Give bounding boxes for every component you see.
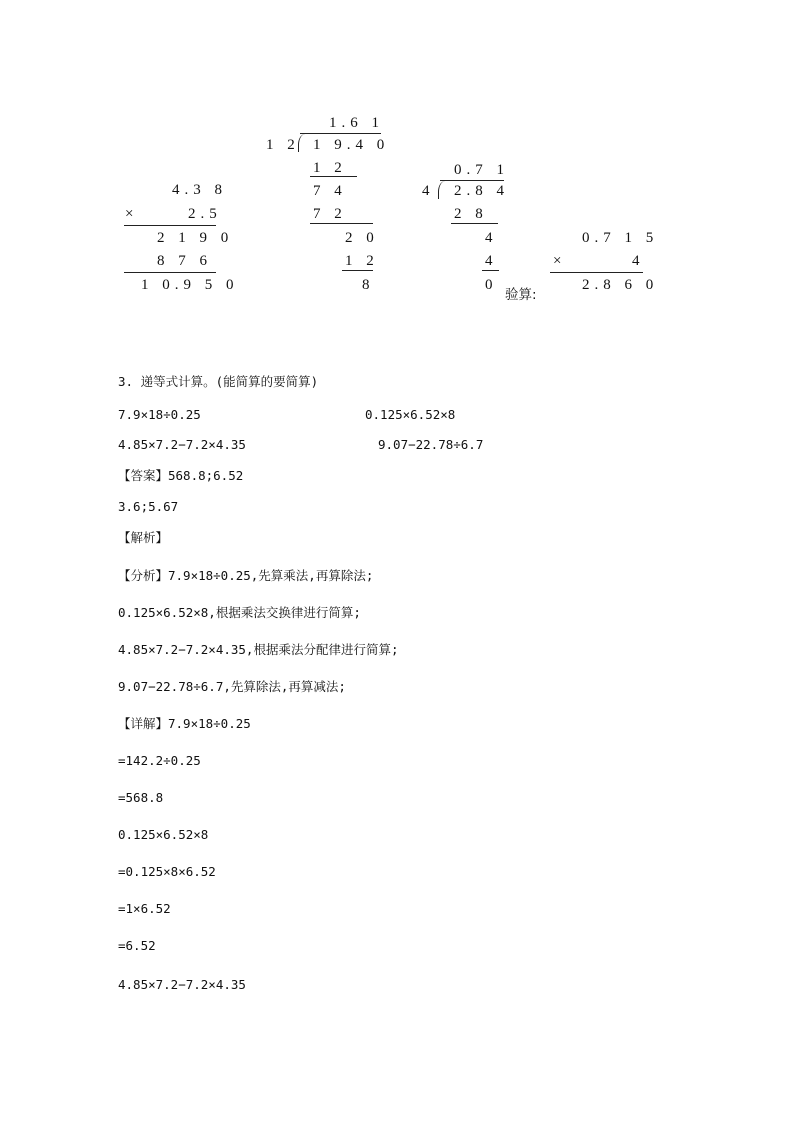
detail-line: =1×6.52	[118, 901, 171, 916]
rule-line	[550, 272, 643, 273]
division-bracket	[438, 181, 445, 199]
rule-line	[310, 223, 373, 224]
product-result: 2.8 6 0	[582, 277, 659, 293]
multiplier: 2.5	[188, 206, 222, 222]
step-remainder-1: 4	[485, 230, 498, 246]
analysis-line: 9.07−22.78÷6.7,先算除法,再算减法;	[118, 679, 346, 694]
analysis-line: 【分析】7.9×18÷0.25,先算乘法,再算除法;	[118, 568, 374, 583]
step-subtrahend-1: 2 8	[454, 206, 488, 222]
final-remainder: 8	[362, 277, 375, 293]
rule-line	[124, 272, 216, 273]
detail-line: =0.125×8×6.52	[118, 864, 216, 879]
analysis-line: 4.85×7.2−7.2×4.35,根据乘法分配律进行简算;	[118, 642, 399, 657]
rule-line	[342, 270, 373, 271]
detail-line: =568.8	[118, 790, 164, 805]
problem-item: 0.125×6.52×8	[365, 407, 456, 422]
check-label: 验算:	[505, 287, 537, 303]
answer-line: 【答案】568.8;6.52	[118, 468, 244, 483]
step-remainder-1: 7 4	[313, 183, 347, 199]
quotient: 1.6 1	[329, 115, 384, 131]
detail-line: =6.52	[118, 938, 156, 953]
step-subtrahend-1: 1 2	[313, 160, 347, 176]
partial-product-1: 2 1 9 0	[157, 230, 234, 246]
partial-product-2: 8 7 6	[157, 253, 212, 269]
final-remainder: 0	[485, 277, 498, 293]
analysis-line: 0.125×6.52×8,根据乘法交换律进行简算;	[118, 605, 361, 620]
multiply-sign: ×	[553, 253, 562, 269]
detail-line: 【详解】7.9×18÷0.25	[118, 716, 251, 731]
rule-line	[451, 223, 498, 224]
division-bracket	[298, 134, 305, 152]
rule-line	[310, 176, 357, 177]
quotient: 0.7 1	[454, 162, 509, 178]
detail-line: 4.85×7.2−7.2×4.35	[118, 977, 246, 992]
analysis-heading: 【解析】	[118, 530, 169, 545]
detail-line: 0.125×6.52×8	[118, 827, 209, 842]
multiplicand: 4.3 8	[172, 182, 227, 198]
multiplier: 4	[632, 253, 645, 269]
step-subtrahend-3: 1 2	[345, 253, 379, 269]
step-subtrahend-2: 7 2	[313, 206, 347, 222]
division-bar	[300, 133, 381, 134]
detail-line: =142.2÷0.25	[118, 753, 201, 768]
step-remainder-2: 2 0	[345, 230, 379, 246]
dividend: 1 9.4 0	[313, 137, 390, 153]
product-result: 1 0.9 5 0	[141, 277, 239, 293]
multiplicand: 0.7 1 5	[582, 230, 659, 246]
problem-item: 7.9×18÷0.25	[118, 407, 201, 422]
divisor: 1 2	[266, 137, 300, 153]
problem-item: 9.07−22.78÷6.7	[378, 437, 484, 452]
multiply-sign: ×	[125, 206, 134, 222]
step-subtrahend-2: 4	[485, 253, 498, 269]
answer-line: 3.6;5.67	[118, 499, 179, 514]
rule-line	[482, 270, 499, 271]
dividend: 2.8 4	[454, 183, 509, 199]
problem-title: 3. 递等式计算。(能简算的要简算)	[118, 374, 319, 389]
divisor: 4	[422, 183, 435, 199]
problem-item: 4.85×7.2−7.2×4.35	[118, 437, 246, 452]
division-bar	[440, 180, 504, 181]
rule-line	[124, 225, 216, 226]
